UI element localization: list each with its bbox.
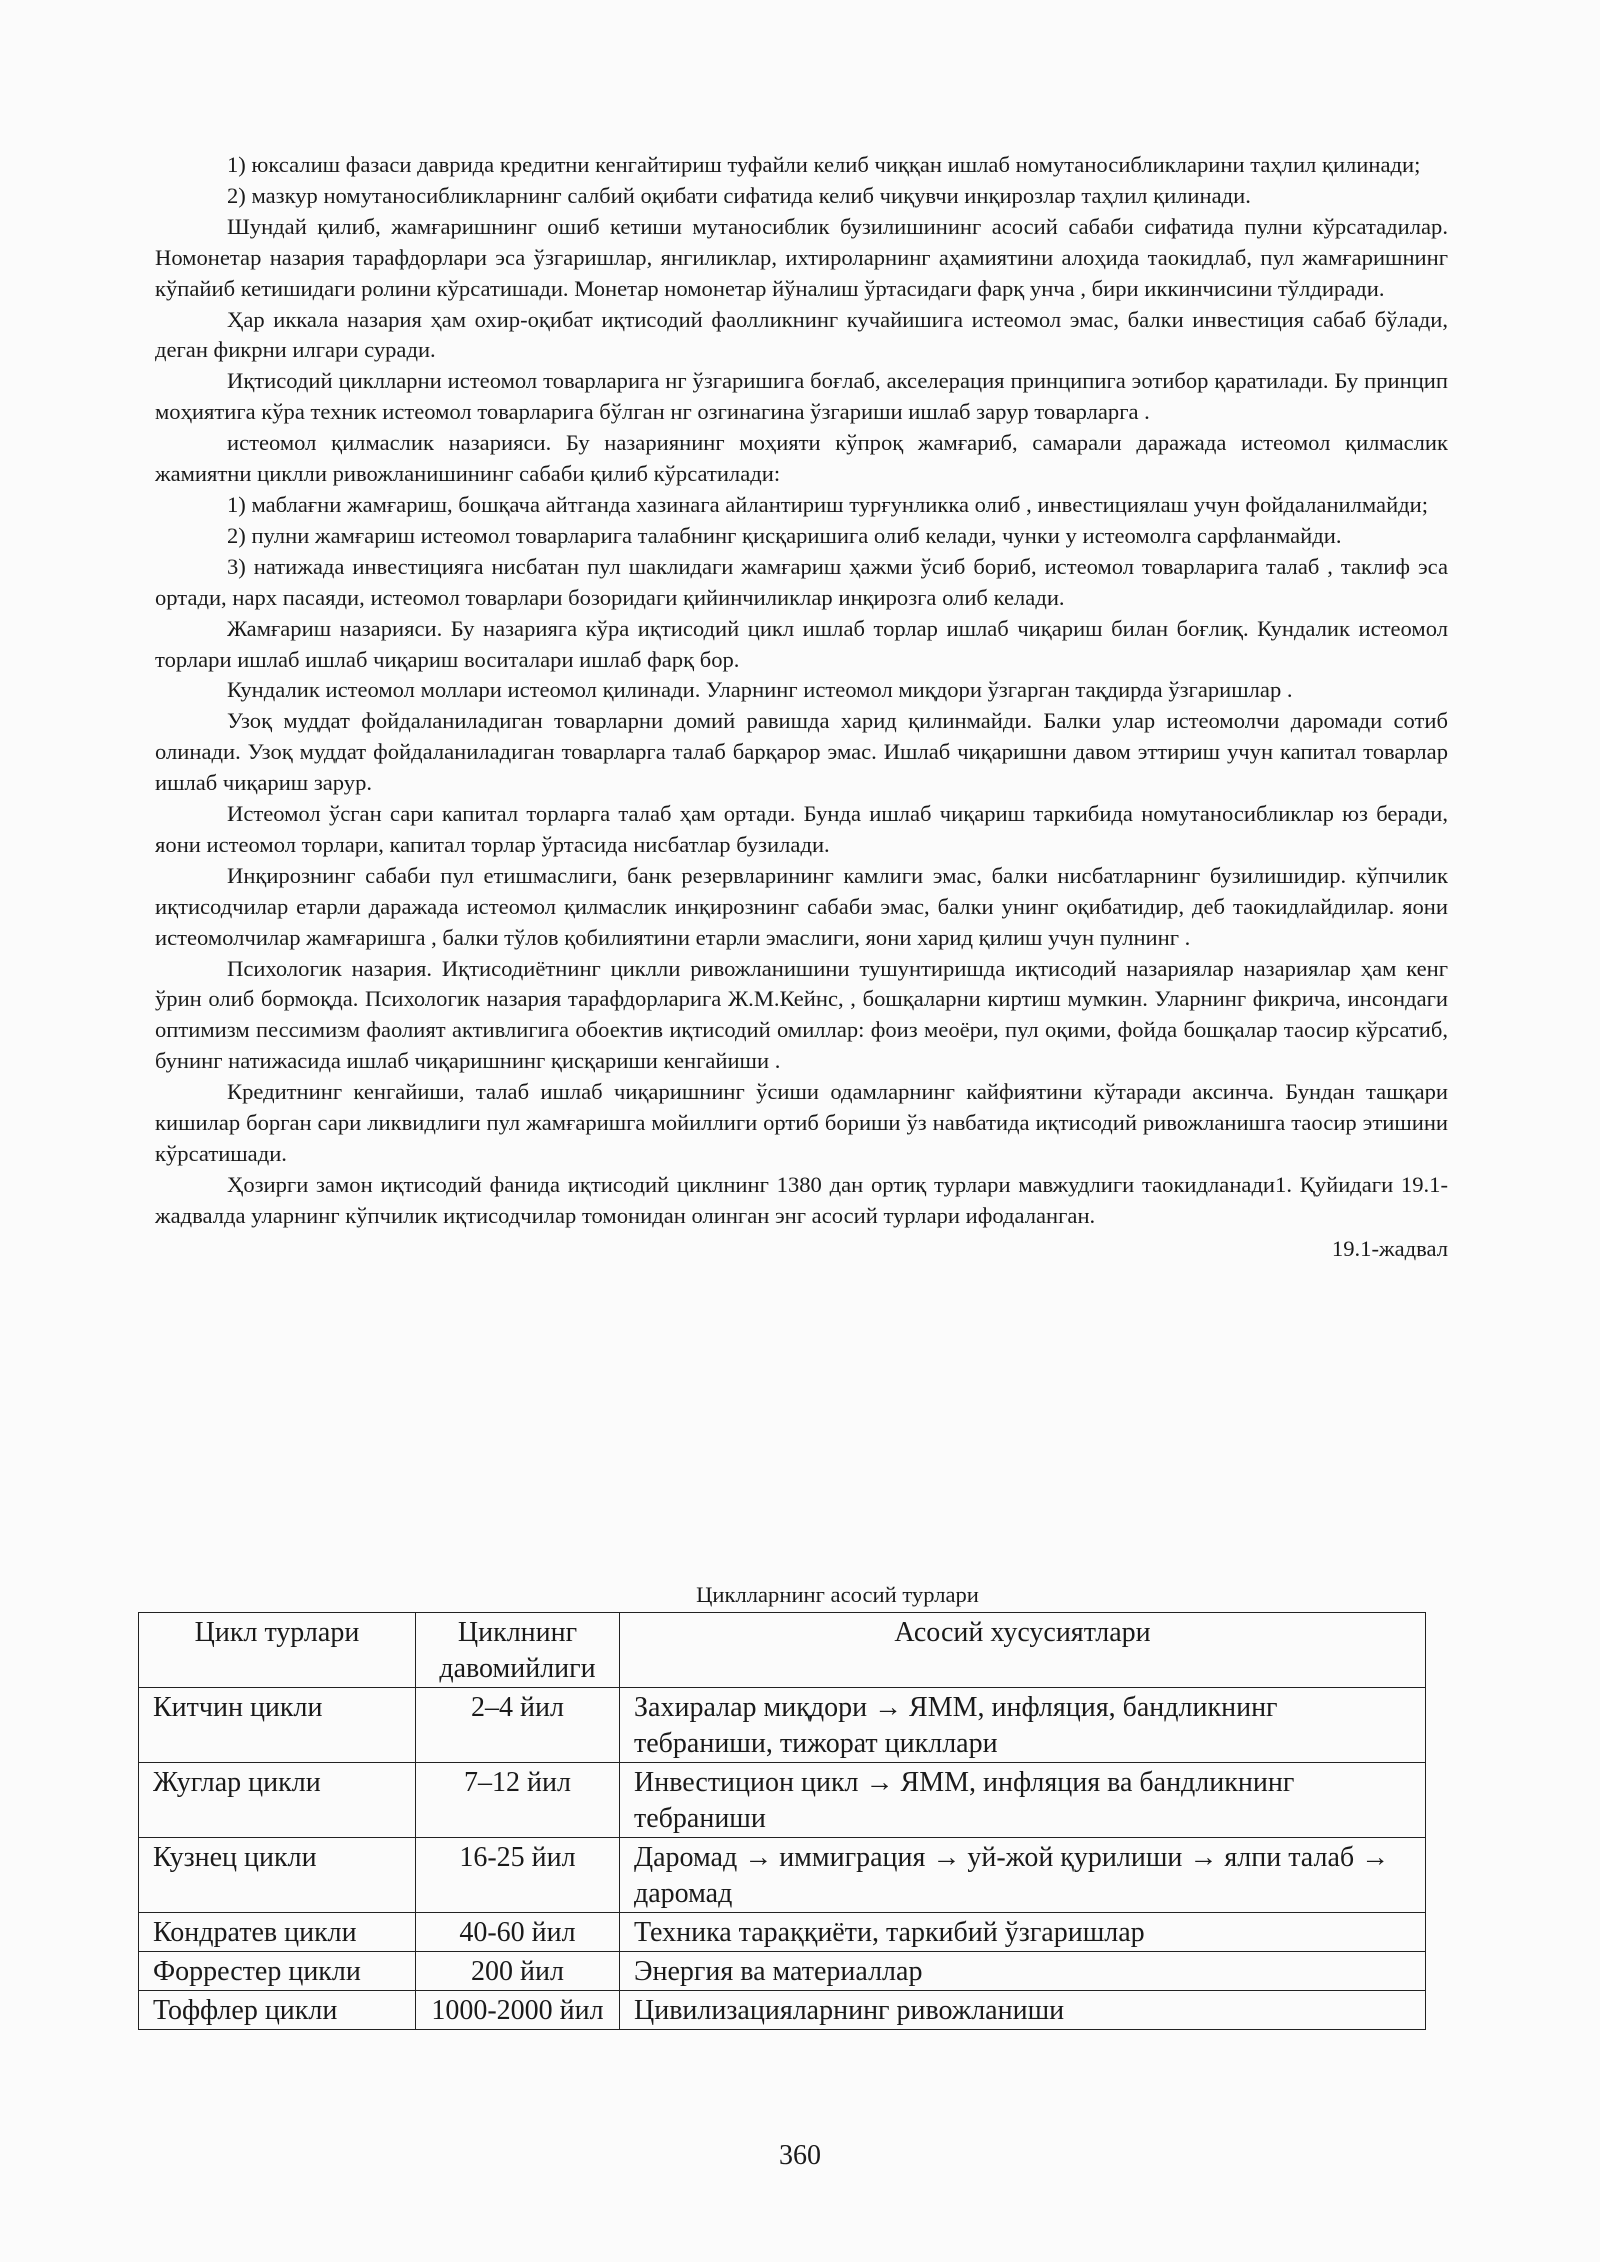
cell-features: Техника тараққиёти, таркибий ўзгаришлар xyxy=(620,1913,1426,1952)
paragraph: 1) юксалиш фазаси даврида кредитни кенгайтириш туфайли келиб чиққан ишлаб номутаносибликларини таҳлил қилинади; xyxy=(227,152,1421,177)
paragraph: Кундалик истеомол моллари истеомол қилинади. Уларнинг истеомол миқдори ўзгарган тақдирда ўзгаришлар . xyxy=(227,677,1293,703)
page-number: 360 xyxy=(779,2140,821,2171)
header-cell: Циклнинг давомийлиги xyxy=(416,1613,620,1688)
table-header-row xyxy=(139,1613,1426,1688)
paragraph: Ҳозирги замон иқтисодий фанида иқтисодий циклнинг 1380 дан ортиқ турлари мавжудлиги таокидланади1. Қуйидаги 19.1-жадвалда уларнинг кўпчилик иқтисодчилар томонидан олинган энг асосий турлари ифодаланган. xyxy=(155,1171,1448,1228)
paragraph: 3) натижада инвестицияга нисбатан пул шаклидаги жамғариш ҳажми ўсиб бориб, истеомол товарларига талаб , таклиф эса ортади, нарх пасаяди, истеомол товарлари бозоридаги қийинчиликлар инқирозга олиб келади. xyxy=(155,553,1448,610)
paragraph: Жамғариш назарияси. Бу назарияга кўра иқтисодий цикл ишлаб торлар ишлаб чиқариш билан боғлиқ. Кундалик истеомол торлари ишлаб ишлаб чиқариш воситалари ишлаб фарқ бор. xyxy=(155,615,1448,672)
cycle-types-table xyxy=(138,1612,1426,2030)
table-row xyxy=(139,1952,1426,1991)
cell-cycle-type: Тоффлер цикли xyxy=(139,1991,416,2030)
cell-features: Захиралар миқдори → ЯММ, инфляция, бандликнинг тебраниши, тижорат цикллари xyxy=(620,1688,1426,1763)
paragraph: 2) пулни жамғариш истеомол товарларига талабнинг қисқаришига олиб келади, чунки у истеомолга сарфланмайди. xyxy=(227,522,1342,548)
paragraph: 1) маблағни жамғариш, бошқача айтганда хазинага айлантириш турғунликка олиб , инвестициялаш учун фойдаланилмайди; xyxy=(227,491,1429,517)
cell-features: Инвестицион цикл → ЯММ, инфляция ва бандликнинг тебраниши xyxy=(620,1763,1426,1838)
cell-features: Даромад → иммиграция → уй-жой қурилиши → ялпи талаб → даромад xyxy=(620,1838,1426,1913)
table-row xyxy=(139,1838,1426,1913)
body-text xyxy=(155,150,1448,1265)
cell-cycle-type: Жуглар цикли xyxy=(139,1763,416,1838)
cell-duration: 200 йил xyxy=(416,1952,620,1991)
paragraph: 2) мазкур номутаносибликларнинг салбий оқибати сифатида келиб чиқувчи инқирозлар таҳлил қилинади. xyxy=(227,182,1251,208)
table-reference: 19.1-жадвал xyxy=(1331,1235,1448,1261)
cell-cycle-type: Кузнец цикли xyxy=(139,1838,416,1913)
paragraph: Узоқ муддат фойдаланиладиган товарларни домий равишда харид қилинмайди. Балки улар истеомолчи даромади сотиб олинади. Узоқ муддат фойдаланиладиган товарларга талаб барқарор эмас. Ишлаб чиқаришни давом эттириш учун капитал товарлар ишлаб чиқариш зарур. xyxy=(155,708,1448,796)
table-row xyxy=(139,1991,1426,2030)
header-cell: Цикл турлари xyxy=(139,1613,416,1688)
table-row xyxy=(139,1688,1426,1763)
table-row xyxy=(139,1763,1426,1838)
cell-cycle-type: Форрестер цикли xyxy=(139,1952,416,1991)
table-row xyxy=(139,1913,1426,1952)
paragraph: Иқтисодий циклларни истеомол товарларига нг ўзгаришига боғлаб, акселерация принципига эотибор қаратилади. Бу принцип моҳиятига кўра техник истеомол товарларига бўлган нг озгинагина ўзгариши ишлаб зарур товарларга . xyxy=(155,368,1448,425)
cell-duration: 1000-2000 йил xyxy=(416,1991,620,2030)
paragraph: Ҳар иккала назария ҳам охир-оқибат иқтисодий фаолликнинг кучайишига истеомол эмас, балки инвестиция сабаб бўлади, деган фикрни илгари суради. xyxy=(155,306,1448,363)
cell-features: Энергия ва материаллар xyxy=(620,1952,1426,1991)
cell-features: Цивилизацияларнинг ривожланиши xyxy=(620,1991,1426,2030)
cell-cycle-type: Китчин цикли xyxy=(139,1688,416,1763)
cell-duration: 7–12 йил xyxy=(416,1763,620,1838)
cell-cycle-type: Кондратев цикли xyxy=(139,1913,416,1952)
header-cell: Асосий хусусиятлари xyxy=(620,1613,1426,1688)
paragraph: Психологик назария. Иқтисодиётнинг циклли ривожланишини тушунтиришда иқтисодий назариялар назариялар ҳам кенг ўрин олиб бормоқда. Психологик назария тарафдорларига Ж.М.Кейнс, , бошқаларни киртиш мумкин. Уларнинг фикрича, инсондаги оптимизм пессимизм фаолият активлигига обоектив иқтисодий омиллар: фоиз меоёри, пул оқими, фойда бошқалар таосир кўрсатиб, бунинг натижасида ишлаб чиқаришнинг қисқариши кенгайиши . xyxy=(155,955,1448,1074)
cell-duration: 16-25 йил xyxy=(416,1838,620,1913)
cell-duration: 40-60 йил xyxy=(416,1913,620,1952)
paragraph: истеомол қилмаслик назарияси. Бу назариянинг моҳияти кўпроқ жамғариб, самарали даражада истеомол қилмаслик жамиятни циклли ривожланишининг сабаби қилиб кўрсатилади: xyxy=(155,430,1448,487)
table-caption: Циклларнинг асосий турлари xyxy=(696,1582,979,1607)
paragraph: Шундай қилиб, жамғаришнинг ошиб кетиши мутаносиблик бузилишининг асосий сабаби сифатида пулни кўрсатадилар. Номонетар назария тарафдорлари эса ўзгаришлар, янгиликлар, ихтироларнинг аҳамиятини алоҳида таокидлаб, пул жамғаришнинг кўпайиб кетишидаги ролини кўрсатишади. Монетар номонетар йўналиш ўртасидаги фарқ унча , бири иккинчисини тўлдиради. xyxy=(155,213,1448,301)
cell-duration: 2–4 йил xyxy=(416,1688,620,1763)
paragraph: Кредитнинг кенгайиши, талаб ишлаб чиқаришнинг ўсиши одамларнинг кайфиятини кўтаради аксинча. Бундан ташқари кишилар борган сари ликвидлиги пул жамғаришга мойиллиги ортиб бориши ўз навбатида иқтисодий ривожланишга таосир этишини кўрсатишади. xyxy=(155,1079,1448,1166)
paragraph: Истеомол ўсган сари капитал торларга талаб ҳам ортади. Бунда ишлаб чиқариш таркибида номутаносибликлар юз беради, яони истеомол торлари, капитал торлар ўртасида нисбатлар бузилади. xyxy=(155,801,1448,857)
paragraph: Инқирознинг сабаби пул етишмаслиги, банк резервларининг камлиги эмас, балки нисбатларнинг бузилишидир. кўпчилик иқтисодчилар етарли даражада истеомол қилмаслик инқирознинг сабаби эмас, балки унинг оқибатидир, деб таокидлайдилар. яони истеомолчилар жамғаришга , балки тўлов қобилиятини етарли эмаслиги, яони харид қилиш учун пулнинг . xyxy=(155,862,1448,950)
